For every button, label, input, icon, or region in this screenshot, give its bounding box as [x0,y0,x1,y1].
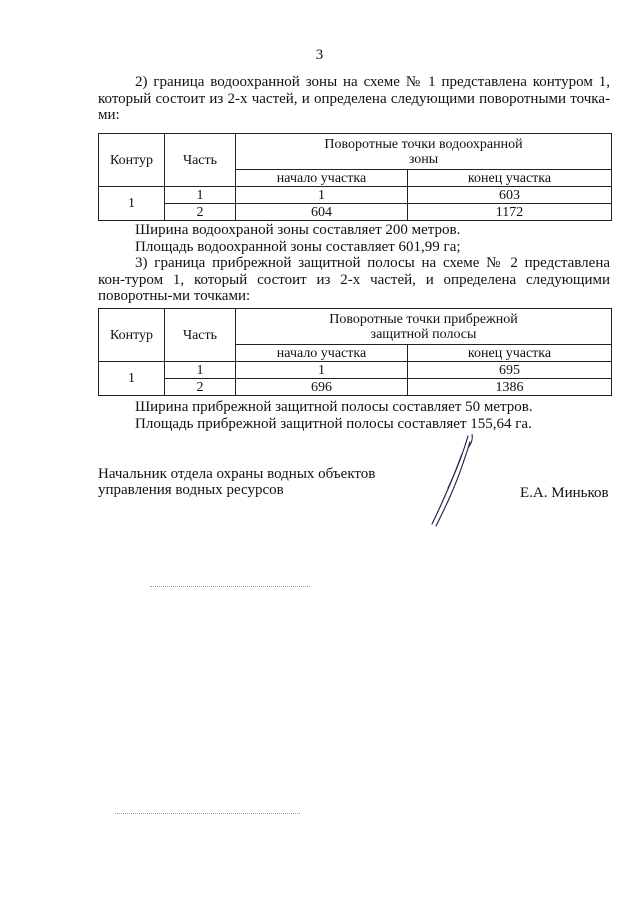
position-line-2: управления водных ресурсов [98,482,284,498]
coastal-protection-strip-table [98,308,612,396]
cell-start: 696 [236,379,408,396]
header-part: Часть [165,309,236,362]
section3-area: Площадь прибрежной защитной полосы составляет 155,64 га. [135,416,532,432]
cell-end: 695 [408,362,612,379]
header-end: конец участка [408,170,612,187]
handwritten-signature-icon [418,432,488,532]
section2-width: Ширина водоохраной зоны составляет 200 метров. [135,222,461,238]
cell-part: 1 [165,362,236,379]
scan-artifact [115,813,300,816]
table-row [99,362,612,379]
water-protection-zone-table [98,133,612,221]
header-part: Часть [165,134,236,187]
header-contour: Контур [99,134,165,187]
header-start: начало участка [236,170,408,187]
cell-contour: 1 [99,362,165,396]
cell-end: 1386 [408,379,612,396]
page-number: 3 [315,47,324,63]
header-end: конец участка [408,345,612,362]
header-start: начало участка [236,345,408,362]
header-contour: Контур [99,309,165,362]
section2-paragraph: 2) граница водоохранной зоны на схеме № 1 представлена контуром 1, который состоит из 2-х частей, и определена следующими поворотными точка-ми: [98,74,610,123]
cell-start: 1 [236,362,408,379]
header-turning-points: Поворотные точки водоохранной зоны [236,134,612,170]
table-row [99,187,612,204]
cell-end: 1172 [408,204,612,221]
cell-part: 2 [165,379,236,396]
cell-part: 2 [165,204,236,221]
cell-part: 1 [165,187,236,204]
table-row [99,204,612,221]
section2-area: Площадь водоохранной зоны составляет 601,99 га; [135,239,461,255]
section3-paragraph: 3) граница прибрежной защитной полосы на схеме № 2 представлена кон-туром 1, который состоит из 2-х частей, и определена следующими поворотны-ми точками: [98,255,610,304]
scan-artifact [150,586,310,589]
cell-contour: 1 [99,187,165,221]
signatory-name: Е.А. Миньков [520,485,609,501]
table-row [99,379,612,396]
position-line-1: Начальник отдела охраны водных объектов [98,466,376,482]
cell-start: 1 [236,187,408,204]
cell-end: 603 [408,187,612,204]
section3-width: Ширина прибрежной защитной полосы составляет 50 метров. [135,399,533,415]
signatory-position [98,466,375,498]
cell-start: 604 [236,204,408,221]
header-turning-points: Поворотные точки прибрежной защитной полосы [236,309,612,345]
